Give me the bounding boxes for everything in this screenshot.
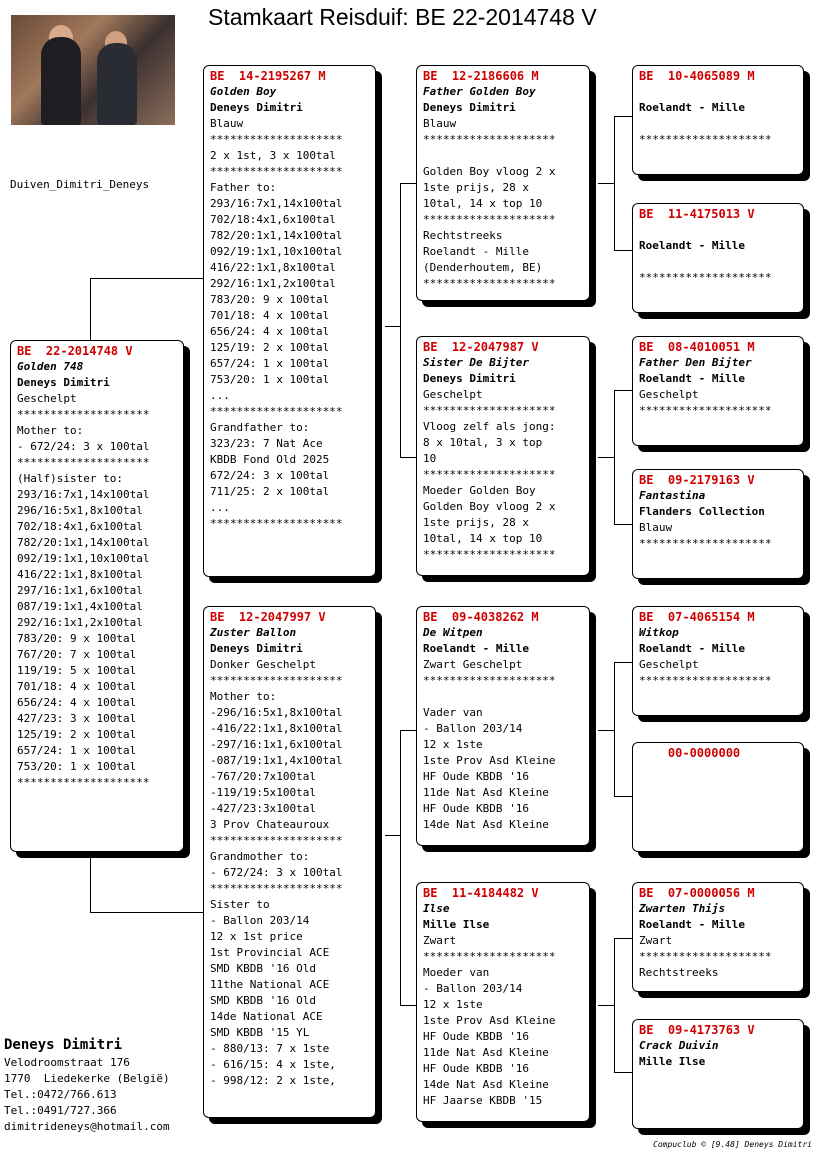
info-line: 11de Nat Asd Kleine <box>423 786 549 799</box>
info-line: Zwart Geschelpt <box>423 658 523 671</box>
info-line: ******************** <box>423 548 556 561</box>
card-sire-sire-dam <box>632 203 804 313</box>
info-line: 2 x 1st, 3 x 100tal <box>210 149 336 162</box>
pigeon-name <box>639 222 797 238</box>
card-sire-dam-dam <box>632 469 804 579</box>
info-line: 702/18:4x1,6x100tal <box>17 520 143 533</box>
info-line: ... <box>210 389 230 402</box>
info-line: ******************** <box>423 133 556 146</box>
info-line: 293/16:7x1,14x100tal <box>210 197 343 210</box>
info-line: 783/20: 9 x 100tal <box>210 293 330 306</box>
breeder-name: Deneys Dimitri <box>423 101 516 114</box>
info-line: 3 Prov Chateauroux <box>210 818 330 831</box>
card-subject <box>10 340 184 852</box>
info-line: ******************** <box>210 834 343 847</box>
info-line: 657/24: 1 x 100tal <box>17 744 137 757</box>
info-line: 416/22:1x1,8x100tal <box>210 261 336 274</box>
info-line: Father to: <box>210 181 277 194</box>
pigeon-name: Father Den Bijter <box>639 356 752 369</box>
info-line: Donker Geschelpt <box>210 658 316 671</box>
ring-number: BE 07-0000056 M <box>639 886 755 900</box>
info-line: KBDB Fond Old 2025 <box>210 453 330 466</box>
info-line: HF Oude KBDB '16 <box>423 1030 529 1043</box>
info-line: Sister to <box>210 898 270 911</box>
card-sire-dam <box>416 336 590 576</box>
info-line: 1ste prijs, 28 x <box>423 181 529 194</box>
ring-number: BE 11-4175013 V <box>639 207 755 221</box>
info-line: 1ste Prov Asd Kleine <box>423 1014 556 1027</box>
info-line: 14de National ACE <box>210 1010 323 1023</box>
info-line: 12 x 1st price <box>210 930 303 943</box>
info-line: 292/16:1x1,2x100tal <box>17 616 143 629</box>
info-line: 297/16:1x1,6x100tal <box>17 584 143 597</box>
card-dam-sire-dam <box>632 742 804 852</box>
info-line: Moeder van <box>423 966 490 979</box>
info-line: 1ste Prov Asd Kleine <box>423 754 556 767</box>
info-line: -296/16:5x1,8x100tal <box>210 706 343 719</box>
info-line: 323/23: 7 Nat Ace <box>210 437 323 450</box>
info-line: ******************** <box>210 133 343 146</box>
info-line: - 880/13: 7 x 1ste <box>210 1042 330 1055</box>
pigeon-name: Fantastina <box>639 489 706 502</box>
info-line: 119/19: 5 x 100tal <box>17 664 137 677</box>
info-line: 11de Nat Asd Kleine <box>423 1046 549 1059</box>
info-line: -427/23:3x100tal <box>210 802 316 815</box>
info-line: 8 x 10tal, 3 x top <box>423 436 543 449</box>
info-line: Zwart <box>423 934 457 947</box>
card-dam-dam-sire <box>632 882 804 992</box>
info-line: ******************** <box>639 537 772 550</box>
card-sire-dam-sire <box>632 336 804 446</box>
info-line: ... <box>210 501 230 514</box>
info-line: -297/16:1x1,6x100tal <box>210 738 343 751</box>
breeder-name: Roelandt - Mille <box>639 918 745 931</box>
info-line: 092/19:1x1,10x100tal <box>17 552 150 565</box>
info-line: 782/20:1x1,14x100tal <box>210 229 343 242</box>
info-line <box>423 689 583 705</box>
info-line: - Ballon 203/14 <box>423 722 523 735</box>
info-line: 702/18:4x1,6x100tal <box>210 213 336 226</box>
breeder-name: Roelandt - Mille <box>639 239 745 252</box>
card-sire-sire-sire <box>632 65 804 175</box>
info-line: Rechtstreeks <box>639 966 719 979</box>
owner-block <box>4 1035 170 1135</box>
info-line: 1ste prijs, 28 x <box>423 516 529 529</box>
info-line: SMD KBDB '16 Old <box>210 962 316 975</box>
card-sire <box>203 65 376 577</box>
info-line: ******************** <box>639 404 772 417</box>
info-line: -087/19:1x1,4x100tal <box>210 754 343 767</box>
info-line: 293/16:7x1,14x100tal <box>17 488 150 501</box>
info-line: Vader van <box>423 706 483 719</box>
ring-number: BE 14-2195267 M <box>210 69 326 83</box>
ring-number: BE 07-4065154 M <box>639 610 755 624</box>
pigeon-name: De Witpen <box>423 626 483 639</box>
info-line: - Ballon 203/14 <box>423 982 523 995</box>
info-line: ******************** <box>17 456 150 469</box>
info-line: 11the National ACE <box>210 978 330 991</box>
info-line: 14de Nat Asd Kleine <box>423 1078 549 1091</box>
info-line: 1st Provincial ACE <box>210 946 330 959</box>
breeder-name: Deneys Dimitri <box>210 101 303 114</box>
page-title: Stamkaart Reisduif: BE 22-2014748 V <box>208 4 597 30</box>
info-line: ******************** <box>210 517 343 530</box>
ring-number: BE 11-4184482 V <box>423 886 539 900</box>
info-line: 10 <box>423 452 437 465</box>
owner-address: Velodroomstraat 176 <box>4 1056 130 1069</box>
info-line: 701/18: 4 x 100tal <box>210 309 330 322</box>
info-line: ******************** <box>423 277 556 290</box>
ring-number: BE 09-4038262 M <box>423 610 539 624</box>
info-line: 12 x 1ste <box>423 998 483 1011</box>
info-line: ******************** <box>423 950 556 963</box>
info-line: Grandmother to: <box>210 850 310 863</box>
info-line: 783/20: 9 x 100tal <box>17 632 137 645</box>
ring-number: BE 12-2186606 M <box>423 69 539 83</box>
pigeon-name: Witkop <box>639 626 679 639</box>
breeder-name: Roelandt - Mille <box>639 642 745 655</box>
pigeon-name: Zwarten Thijs <box>639 902 726 915</box>
info-line: ******************** <box>17 776 150 789</box>
owner-tel-1: Tel.:0472/766.613 <box>4 1088 117 1101</box>
card-dam-sire-sire <box>632 606 804 716</box>
info-line: - 672/24: 3 x 100tal <box>17 440 150 453</box>
info-line: SMD KBDB '16 Old <box>210 994 316 1007</box>
info-line: Mother to: <box>17 424 84 437</box>
pigeon-name: Father Golden Boy <box>423 85 536 98</box>
info-line: 087/19:1x1,4x100tal <box>17 600 143 613</box>
ring-number: BE 09-2179163 V <box>639 473 755 487</box>
ring-number: BE 08-4010051 M <box>639 340 755 354</box>
footer-credit: Compuclub © [9.48] Deneys Dimitri <box>653 1140 812 1149</box>
info-line: Roelandt - Mille <box>423 245 529 258</box>
card-dam-sire <box>416 606 590 846</box>
info-line: ******************** <box>423 674 556 687</box>
breeder-name: Mille Ilse <box>639 1055 706 1068</box>
info-line: Rechtstreeks <box>423 229 503 242</box>
pigeon-name: Golden 748 <box>17 360 84 373</box>
breeder-name: Deneys Dimitri <box>17 376 110 389</box>
info-line: ******************** <box>423 468 556 481</box>
info-line: 701/18: 4 x 100tal <box>17 680 137 693</box>
info-line: 14de Nat Asd Kleine <box>423 818 549 831</box>
info-line: ******************** <box>17 408 150 421</box>
info-line: 753/20: 1 x 100tal <box>210 373 330 386</box>
card-dam-dam-dam <box>632 1019 804 1129</box>
info-line: HF Jaarse KBDB '15 <box>423 1094 543 1107</box>
info-line: Blauw <box>210 117 244 130</box>
info-line: Geschelpt <box>639 388 699 401</box>
info-line: -767/20:7x100tal <box>210 770 316 783</box>
info-line: - 998/12: 2 x 1ste, <box>210 1074 336 1087</box>
info-line: 10tal, 14 x top 10 <box>423 197 543 210</box>
ring-number: 00-0000000 <box>639 746 741 760</box>
loft-name: Duiven_Dimitri_Deneys <box>10 178 150 191</box>
info-line: Grandfather to: <box>210 421 310 434</box>
owner-photo <box>11 15 175 125</box>
info-line: ******************** <box>639 133 772 146</box>
breeder-name: Deneys Dimitri <box>210 642 303 655</box>
breeder-name: Roelandt - Mille <box>639 372 745 385</box>
info-line: 092/19:1x1,10x100tal <box>210 245 343 258</box>
owner-email[interactable]: dimitrideneys@hotmail.com <box>4 1120 170 1133</box>
breeder-name: Roelandt - Mille <box>423 642 529 655</box>
pigeon-name: Crack Duivin <box>639 1039 719 1052</box>
info-line: -119/19:5x100tal <box>210 786 316 799</box>
info-line: (Half)sister to: <box>17 472 123 485</box>
info-line: HF Oude KBDB '16 <box>423 1062 529 1075</box>
owner-name: Deneys Dimitri <box>4 1037 123 1053</box>
info-line: 657/24: 1 x 100tal <box>210 357 330 370</box>
pigeon-name: Sister De Bijter <box>423 356 529 369</box>
info-line: Vloog zelf als jong: <box>423 420 556 433</box>
info-line: ******************** <box>639 950 772 963</box>
info-line: 753/20: 1 x 100tal <box>17 760 137 773</box>
breeder-name: Mille Ilse <box>423 918 490 931</box>
info-line: - 616/15: 4 x 1ste, <box>210 1058 336 1071</box>
info-line: 12 x 1ste <box>423 738 483 751</box>
info-line: 416/22:1x1,8x100tal <box>17 568 143 581</box>
ring-number: BE 10-4065089 M <box>639 69 755 83</box>
breeder-name: Roelandt - Mille <box>639 101 745 114</box>
info-line: 427/23: 3 x 100tal <box>17 712 137 725</box>
info-line: ******************** <box>639 674 772 687</box>
info-line: Golden Boy vloog 2 x <box>423 165 556 178</box>
pigeon-name: Zuster Ballon <box>210 626 297 639</box>
info-line: (Denderhoutem, BE) <box>423 261 543 274</box>
info-line: Geschelpt <box>639 658 699 671</box>
info-line: ******************** <box>210 405 343 418</box>
owner-city: 1770 Liedekerke (België) <box>4 1072 170 1085</box>
info-line: ******************** <box>639 271 772 284</box>
info-line <box>423 148 583 164</box>
info-line: 656/24: 4 x 100tal <box>17 696 137 709</box>
ring-number: BE 12-2047987 V <box>423 340 539 354</box>
info-line: 672/24: 3 x 100tal <box>210 469 330 482</box>
info-line: Blauw <box>639 521 673 534</box>
info-line <box>639 116 797 132</box>
pigeon-name: Ilse <box>423 902 450 915</box>
info-line: Golden Boy vloog 2 x <box>423 500 556 513</box>
info-line: ******************** <box>423 404 556 417</box>
info-line: 711/25: 2 x 100tal <box>210 485 330 498</box>
info-line: Mother to: <box>210 690 277 703</box>
ring-number: BE 22-2014748 V <box>17 344 133 358</box>
ring-number: BE 09-4173763 V <box>639 1023 755 1037</box>
info-line <box>639 254 797 270</box>
info-line: 292/16:1x1,2x100tal <box>210 277 336 290</box>
info-line: SMD KBDB '15 YL <box>210 1026 310 1039</box>
info-line: 782/20:1x1,14x100tal <box>17 536 150 549</box>
breeder-name: Flanders Collection <box>639 505 765 518</box>
info-line: Blauw <box>423 117 457 130</box>
info-line: Moeder Golden Boy <box>423 484 536 497</box>
info-line: 125/19: 2 x 100tal <box>17 728 137 741</box>
info-line: ******************** <box>210 882 343 895</box>
info-line: 296/16:5x1,8x100tal <box>17 504 143 517</box>
card-dam-dam <box>416 882 590 1122</box>
info-line: Geschelpt <box>17 392 77 405</box>
pigeon-name: Golden Boy <box>210 85 277 98</box>
info-line: 10tal, 14 x top 10 <box>423 532 543 545</box>
info-line: - 672/24: 3 x 100tal <box>210 866 343 879</box>
ring-number: BE 12-2047997 V <box>210 610 326 624</box>
info-line: HF Oude KBDB '16 <box>423 770 529 783</box>
info-line: ******************** <box>210 165 343 178</box>
info-line: 767/20: 7 x 100tal <box>17 648 137 661</box>
info-line: -416/22:1x1,8x100tal <box>210 722 343 735</box>
info-line: Geschelpt <box>423 388 483 401</box>
info-line: ******************** <box>210 674 343 687</box>
info-line: Zwart <box>639 934 673 947</box>
card-dam <box>203 606 376 1118</box>
breeder-name: Deneys Dimitri <box>423 372 516 385</box>
info-line: HF Oude KBDB '16 <box>423 802 529 815</box>
info-line: ******************** <box>423 213 556 226</box>
owner-tel-2: Tel.:0491/727.366 <box>4 1104 117 1117</box>
info-line: 656/24: 4 x 100tal <box>210 325 330 338</box>
info-line: - Ballon 203/14 <box>210 914 310 927</box>
info-line: 125/19: 2 x 100tal <box>210 341 330 354</box>
card-sire-sire <box>416 65 590 301</box>
pigeon-name <box>639 84 797 100</box>
